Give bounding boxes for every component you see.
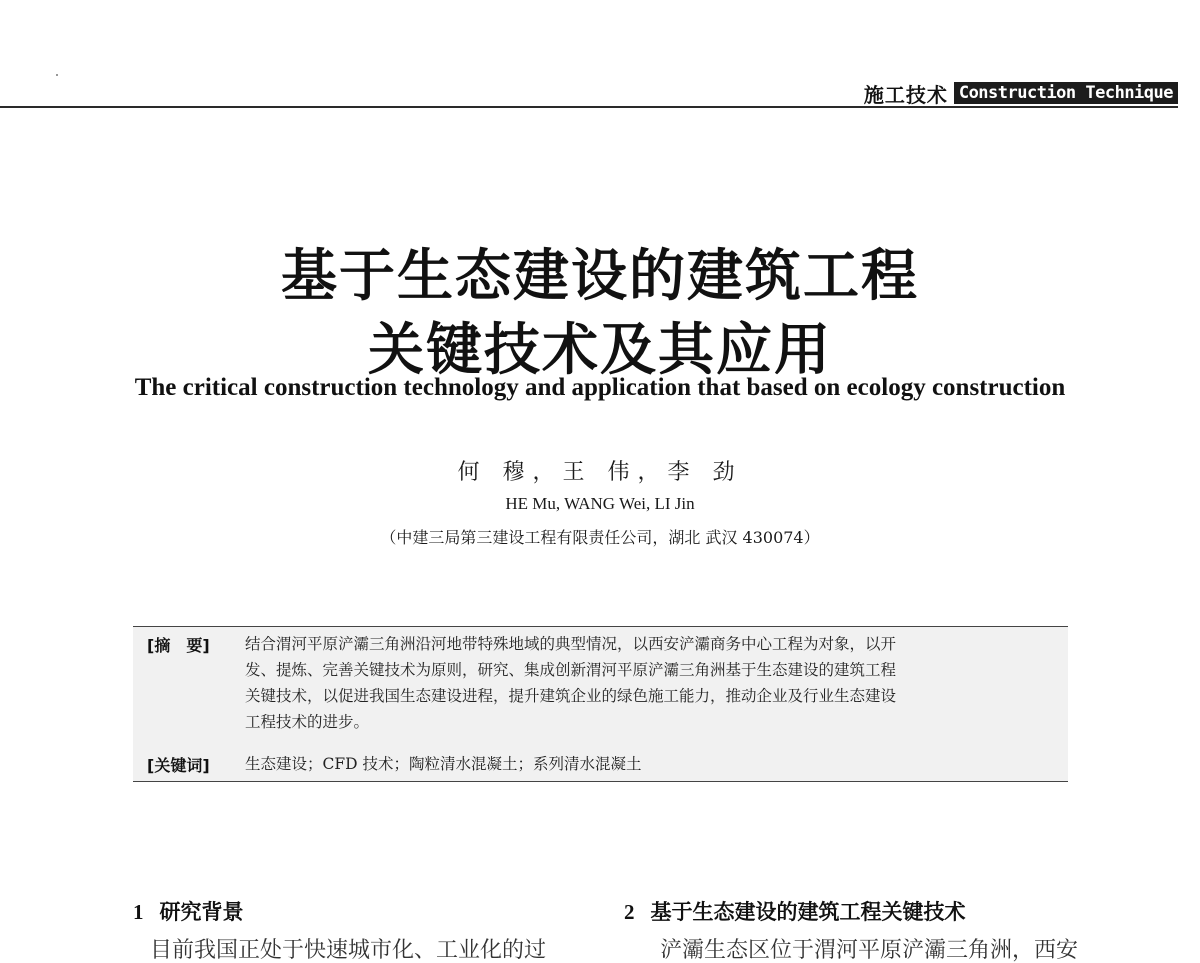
header-section-cn: 施工技术 — [863, 82, 948, 107]
title-line-2: 关键技术及其应用 — [368, 317, 832, 383]
title-english: The critical construction technology and application that based on ecology construction — [134, 374, 1066, 401]
keywords-text: 生态建设；CFD 技术；陶粒清水混凝土；系列清水混凝土 — [245, 755, 642, 773]
affiliation: （中建三局第三建设工程有限责任公司，湖北 武汉 430074） — [380, 528, 820, 547]
section-number: 2 — [624, 900, 635, 924]
section-title: 基于生态建设的建筑工程关键技术 — [650, 900, 966, 924]
body-text-right-cutoff: 浐灞生态区位于渭河平原浐灞三角洲，西安 — [660, 938, 1079, 963]
abstract-label: [摘 要] — [147, 636, 210, 655]
journal-header — [864, 80, 1178, 106]
scan-speck — [56, 74, 58, 76]
abstract-line: 工程技术的进步。 — [245, 713, 370, 731]
body-text-left-cutoff: 目前我国正处于快速城市化、工业化的过 — [150, 938, 547, 963]
section-title: 研究背景 — [159, 900, 244, 924]
header-rule — [0, 106, 1178, 108]
abstract-box — [133, 626, 1068, 782]
section-number: 1 — [133, 900, 144, 924]
keywords-label: [关键词] — [147, 756, 210, 775]
abstract-line: 发、提炼、完善关键技术为原则，研究、集成创新渭河平原浐灞三角洲基于生态建设的建筑工程 — [245, 661, 897, 679]
abstract-line: 关键技术，以促进我国生态建设进程，提升建筑企业的绿色施工能力，推动企业及行业生态建设 — [245, 687, 897, 705]
section-heading-2 — [624, 896, 966, 926]
authors-cn: 何 穆，王 伟，李 劲 — [457, 460, 743, 485]
title-line-1: 基于生态建设的建筑工程 — [281, 243, 919, 309]
section-heading-1 — [133, 896, 244, 926]
header-section-en: Construction Technique — [954, 82, 1178, 104]
abstract-line: 结合渭河平原浐灞三角洲沿河地带特殊地域的典型情况，以西安浐灞商务中心工程为对象，以开 — [245, 635, 897, 653]
authors-en: HE Mu, WANG Wei, LI Jin — [505, 494, 695, 513]
